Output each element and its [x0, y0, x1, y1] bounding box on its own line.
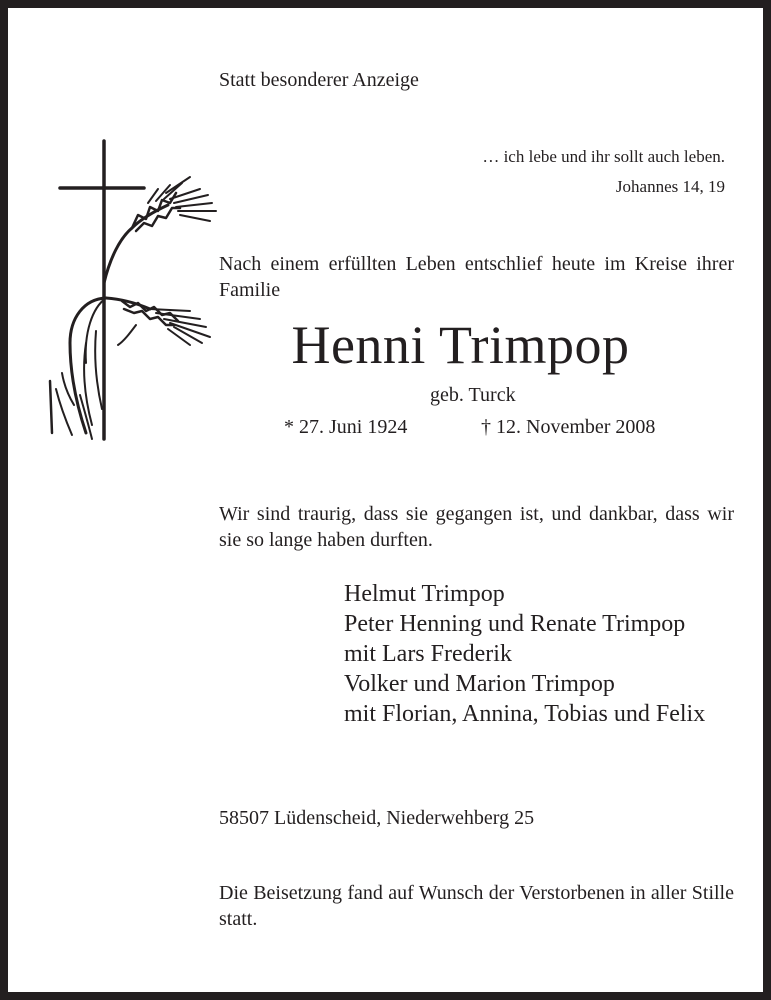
cross-with-wheat-icon — [40, 133, 220, 443]
death-date: † 12. November 2008 — [481, 416, 656, 438]
maiden-name: geb. Turck — [430, 384, 516, 406]
mourner-line: mit Lars Frederik — [344, 641, 512, 667]
birth-date: * 27. Juni 1924 — [284, 416, 408, 438]
message-text: Wir sind traurig, dass sie gegangen ist, und dankbar, dass wir sie so lange haben durften. — [219, 503, 734, 551]
mourners-list — [344, 579, 705, 729]
funeral-note: Die Beisetzung fand auf Wunsch der Verstorbenen in aller Stille statt. — [219, 882, 734, 930]
bible-quote-source: Johannes 14, 19 — [615, 177, 725, 196]
mourner-line: Volker und Marion Trimpop — [344, 671, 615, 697]
mourner-line: mit Florian, Annina, Tobias und Felix — [344, 701, 706, 727]
mourner-line: Helmut Trimpop — [344, 581, 505, 607]
address: 58507 Lüdenscheid, Niederwehberg 25 — [219, 807, 535, 829]
mourner-line: Peter Henning und Renate Trimpop — [344, 611, 686, 637]
notice-header: Statt besonderer Anzeige — [219, 69, 419, 91]
bible-quote: … ich lebe und ihr sollt auch leben. — [482, 147, 725, 166]
intro-text: Nach einem erfüllten Leben entschlief heute im Kreise ihrer Familie — [219, 253, 734, 301]
deceased-name: Henni Trimpop — [291, 315, 630, 375]
